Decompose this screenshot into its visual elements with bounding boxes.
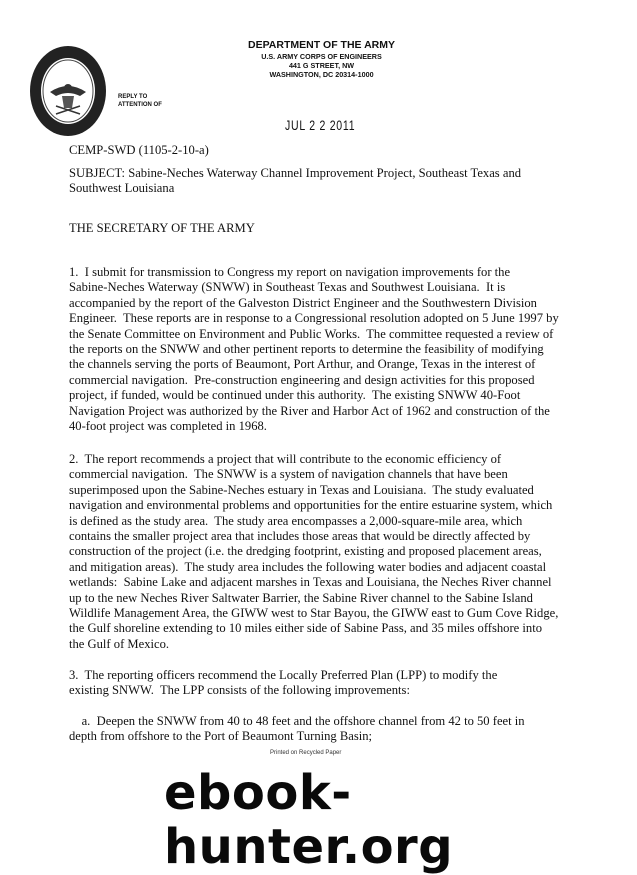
paragraph-line: commercial navigation. The SNWW is a system of navigation channels that have been [69, 467, 508, 482]
paragraph-line: 1. I submit for transmission to Congress my report on navigation improvements for the [69, 265, 511, 279]
paragraph-line: commercial navigation. Pre-construction engineering and design activities for this proposed [69, 372, 535, 387]
subject [69, 166, 609, 197]
paragraph-line: Navigation Project was authorized by the River and Harbor Act of 1962 and construction of the [69, 403, 550, 418]
recycled-paper-note: Printed on Recycled Paper [270, 750, 342, 756]
paragraph-line: 2. The report recommends a project that will contribute to the economic efficiency of [69, 452, 502, 466]
paragraph-3 [69, 668, 609, 699]
paragraph-line: and mitigation areas). The study area includes the following water bodies and adjacent coastal [69, 559, 547, 574]
paragraph-line: Wildlife Management Area, the GIWW west to Star Bayou, the GIWW east to Gum Cove Ridge, [69, 606, 559, 621]
reply-to-line: REPLY TO [118, 94, 148, 100]
address-line: 441 G STREET, NW [288, 61, 355, 70]
paragraph-line: superimposed upon the Sabine-Neches estuary in Texas and Louisiana. The study evaluated [69, 482, 534, 497]
letterhead-title: DEPARTMENT OF THE ARMY [248, 39, 395, 51]
paragraph-line: Sabine-Neches Waterway (SNWW) in Southeast Texas and Southwest Louisiana. It is [69, 280, 506, 295]
paragraph-1 [69, 265, 609, 434]
paragraph-line: depth from offshore to the Port of Beaumont Turning Basin; [69, 729, 373, 744]
paragraph-line: navigation and environmental problems and opportunities for the entire estuarine system, which [69, 498, 553, 513]
subject-line: SUBJECT: Sabine-Neches Waterway Channel Improvement Project, Southeast Texas and [69, 166, 522, 180]
paragraph-3a [69, 714, 609, 745]
reply-to-line: ATTENTION OF [118, 101, 162, 108]
watermark: ebook-hunter.org [164, 765, 454, 875]
paragraph-line: wetlands: Sabine Lake and adjacent marshes in Texas and Louisiana, the Neches River channel [69, 575, 552, 590]
address-line: WASHINGTON, DC 20314-1000 [269, 70, 374, 79]
paragraph-line: 40-foot project was completed in 1968. [69, 419, 267, 434]
paragraph-line: up to the new Neches River Saltwater Barrier, the Sabine River channel to the Sabine Island [69, 590, 533, 605]
address-line: U.S. ARMY CORPS OF ENGINEERS [261, 52, 382, 61]
subject-line: Southwest Louisiana [69, 181, 175, 196]
paragraph-line: a. Deepen the SNWW from 40 to 48 feet and the offshore channel from 42 to 50 feet in [69, 714, 525, 728]
reply-to-label [118, 94, 162, 109]
paragraph-line: the channels serving the ports of Beaumont, Port Arthur, and Orange, Texas in the interest of [69, 357, 536, 372]
paragraph-line: construction of the project (i.e. the dredging footprint, existing and proposed placement areas, [69, 544, 542, 559]
paragraph-line: the Senate Committee on Environment and Public Works. The committee requested a review of [69, 326, 554, 341]
paragraph-line: accompanied by the report of the Galveston District Engineer and the Southwestern Division [69, 295, 537, 310]
paragraph-line: project, if funded, would be continued under this authority. The existing SNWW 40-Foot [69, 388, 521, 403]
letterhead-address [3, 52, 637, 79]
paragraph-line: the Gulf shoreline extending to 10 miles either side of Sabine Pass, and 35 miles offshore into [69, 621, 542, 636]
addressee: THE SECRETARY OF THE ARMY [69, 221, 255, 235]
paragraph-line: Engineer. These reports are in response to a Congressional resolution adopted on 5 June 1997 by [69, 311, 559, 326]
office-symbol: CEMP-SWD (1105-2-10-a) [69, 143, 209, 157]
paragraph-line: the reports on the SNWW and other pertinent reports to determine the feasibility of modifying [69, 342, 544, 357]
paragraph-line: is defined as the study area. The study area encompasses a 2,000-square-mile area, which [69, 513, 523, 528]
date-stamp: JUL 2 2 2011 [285, 117, 356, 133]
paragraph-line: 3. The reporting officers recommend the Locally Preferred Plan (LPP) to modify the [69, 668, 498, 682]
paragraph-2 [69, 452, 609, 652]
paragraph-line: the Gulf of Mexico. [69, 636, 170, 651]
paragraph-line: contains the smaller project area that includes those areas that would be directly affected by [69, 529, 531, 544]
paragraph-line: existing SNWW. The LPP consists of the following improvements: [69, 683, 410, 698]
